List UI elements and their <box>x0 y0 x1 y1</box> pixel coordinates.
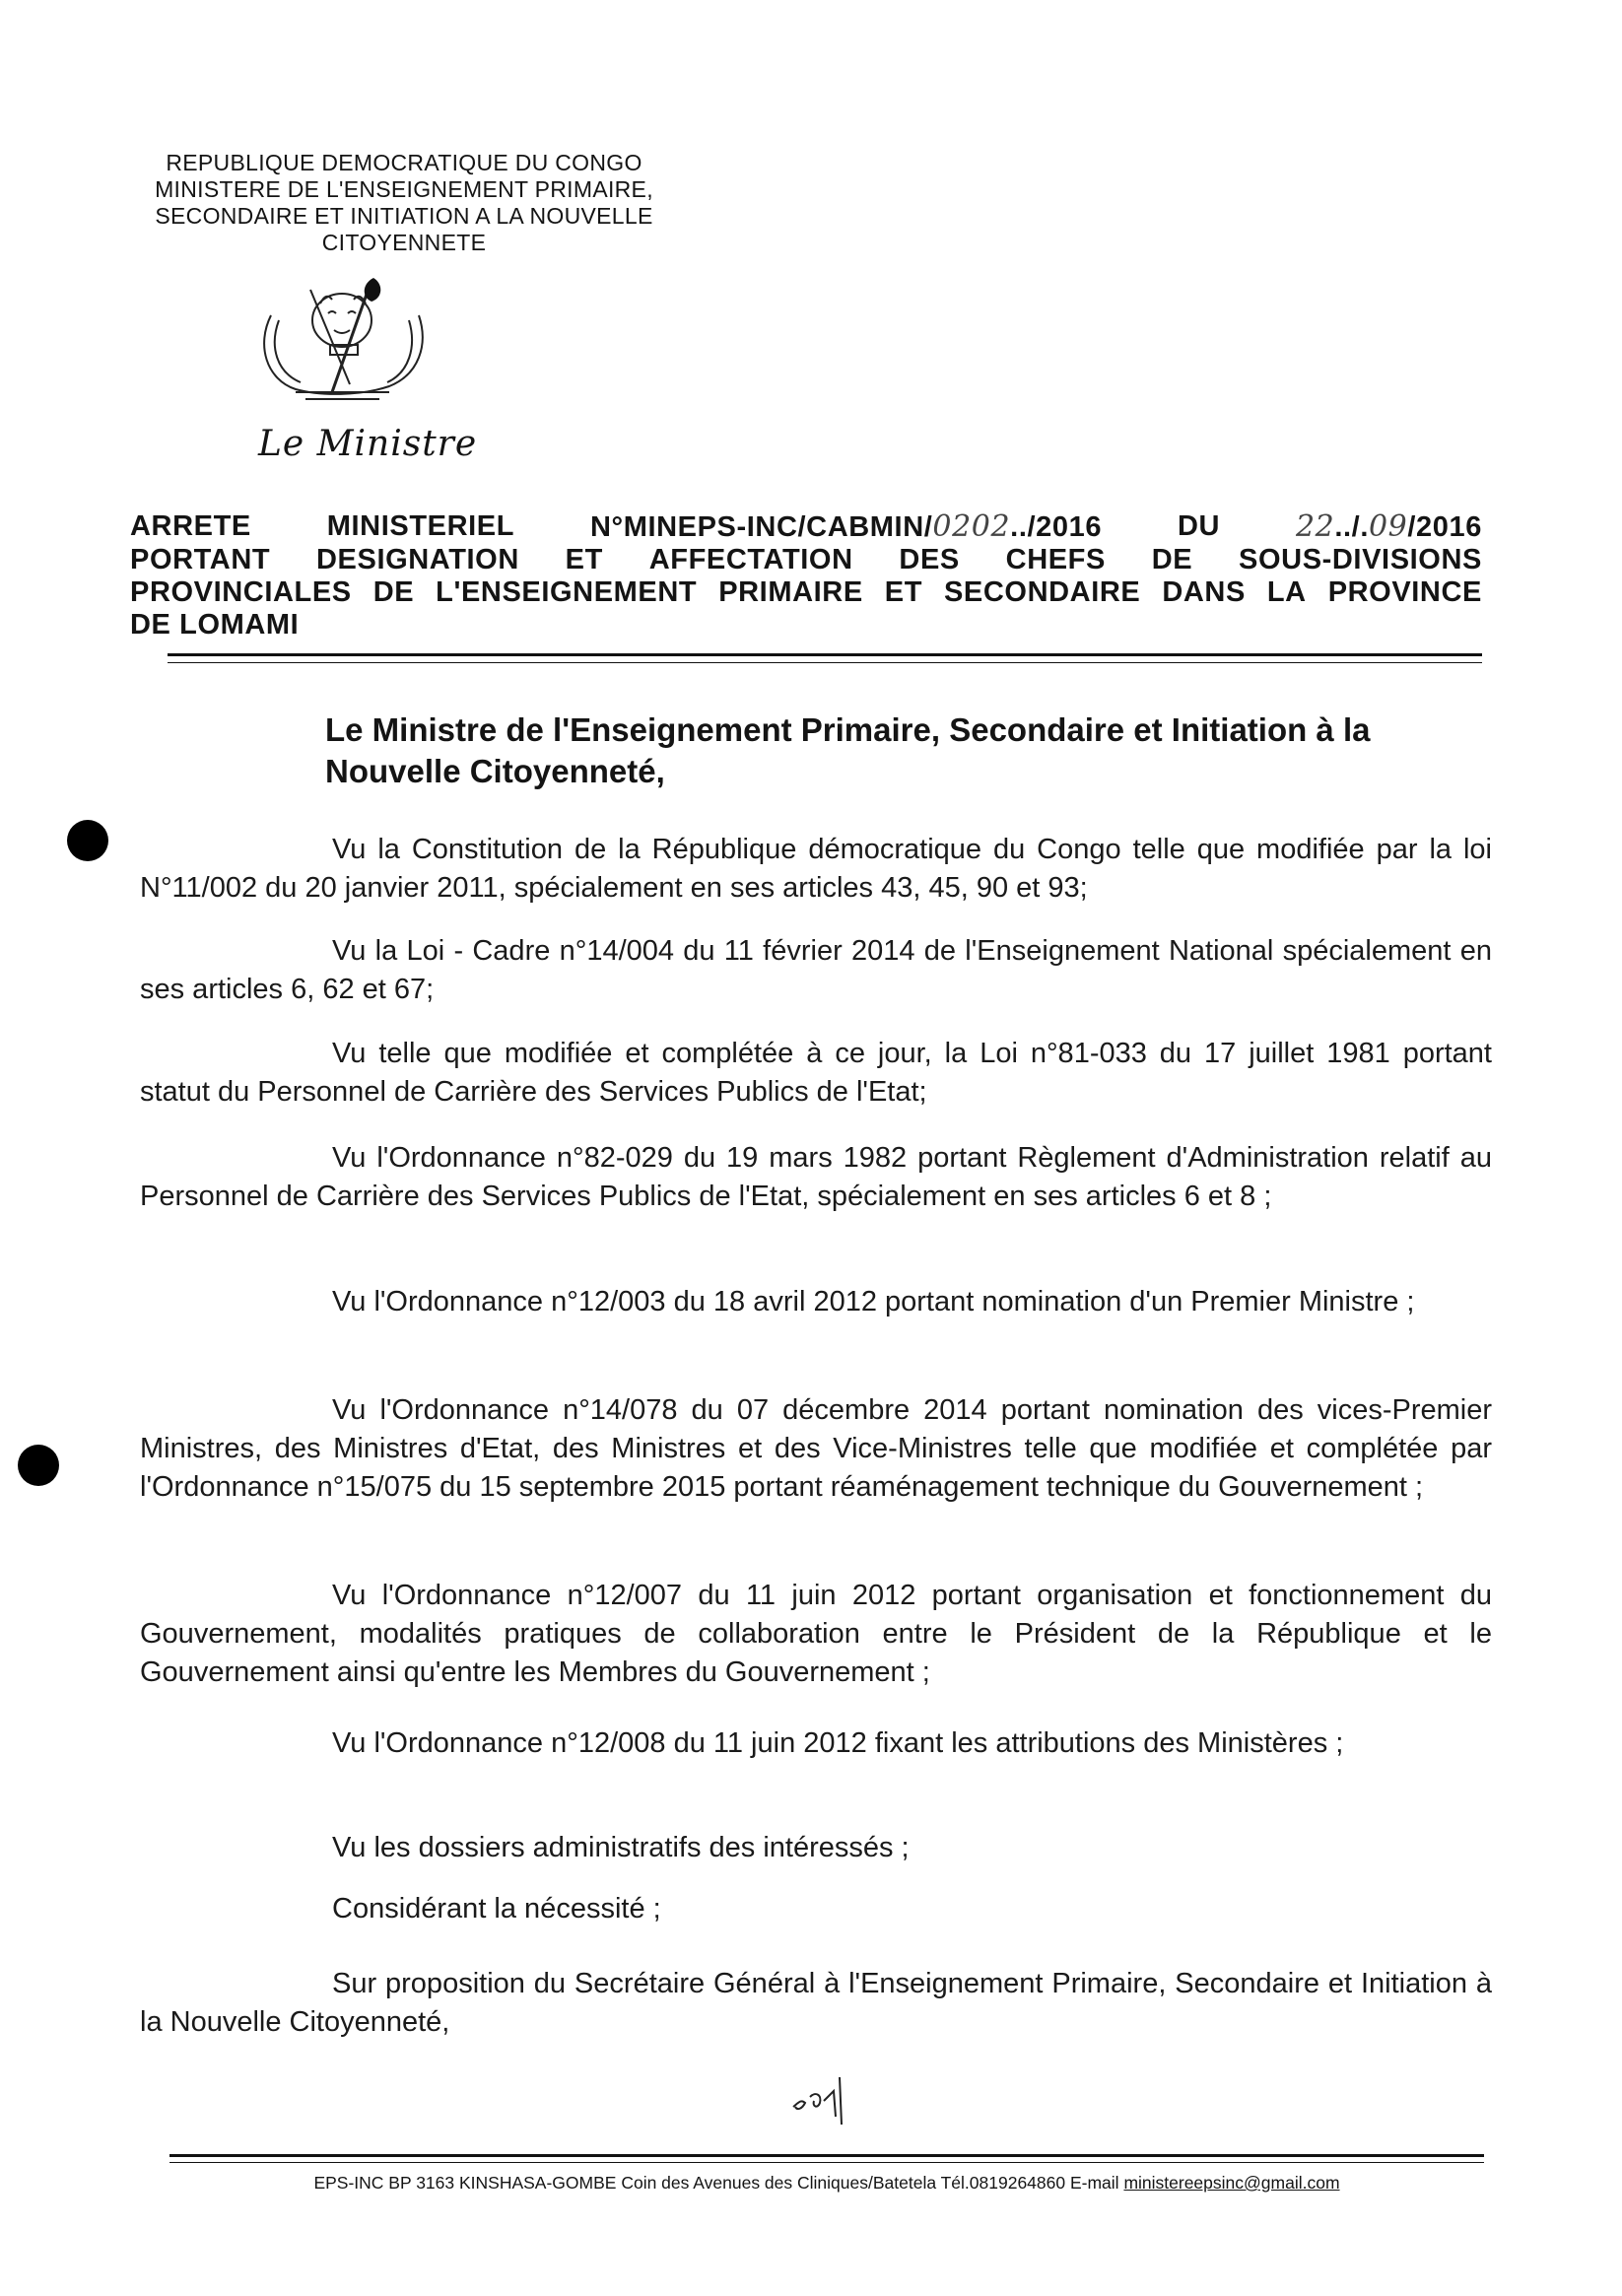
footer-email[interactable]: ministereepsinc@gmail.com <box>1123 2173 1340 2193</box>
paragraph: Vu l'Ordonnance n°12/008 du 11 juin 2012 fixant les attributions des Ministères ; <box>332 1727 1344 1759</box>
punch-hole <box>18 1445 59 1486</box>
title-word: L'ENSEIGNEMENT <box>436 576 698 608</box>
title-word: ET <box>565 544 603 575</box>
paragraph: Considérant la nécessité ; <box>332 1893 661 1925</box>
title-word: DANS <box>1162 576 1246 608</box>
title-word: ET <box>884 576 923 608</box>
intro-line: Le Ministre de l'Enseignement Primaire, Secondaire et Initiation à la <box>325 711 1371 748</box>
title-word: ARRETE <box>130 510 251 542</box>
initials-mark-icon <box>788 2067 857 2127</box>
title-word: SECONDAIRE <box>943 576 1141 608</box>
decree-number: N°MINEPS-INC/CABMIN/0202../2016 <box>589 509 1103 544</box>
header-block <box>118 150 690 256</box>
title-word: DE <box>1151 544 1193 575</box>
title-line-3 <box>130 576 1482 609</box>
title-word: PROVINCIALES <box>130 576 352 608</box>
handwritten-day: 22 <box>1295 509 1335 544</box>
paragraph: Vu l'Ordonnance n°12/007 du 11 juin 2012 portant organisation et fonctionnement du Gouvernement, modalités pratiques de collaboration entre le Président de la République et le Gouvernement ainsi qu'entre les Membres du Gouvernement ; <box>140 1580 1492 1688</box>
paragraph: Vu l'Ordonnance n°14/078 du 07 décembre 2014 portant nomination des vices-Premier Ministres, des Ministres d'Etat, des Ministres et des Vice-Ministres telle que modifiée et complétée par l'Ordonnance n°15/075 du 15 septembre 2015 portant réaménagement technique du Gouvernement ; <box>140 1394 1492 1503</box>
title-line-2 <box>130 544 1482 576</box>
paragraph: Vu la Constitution de la République démocratique du Congo telle que modifiée par la loi N°11/002 du 20 janvier 2011, spécialement en ses articles 43, 45, 90 et 93; <box>140 834 1492 904</box>
title-word: DESIGNATION <box>316 544 519 575</box>
title-divider <box>168 653 1482 663</box>
title-word: SOUS-DIVISIONS <box>1239 544 1482 575</box>
title-word: PORTANT <box>130 544 271 575</box>
title-line-4: DE LOMAMI <box>130 609 300 641</box>
paragraph: Sur proposition du Secrétaire Général à l'Enseignement Primaire, Secondaire et Initiation à la Nouvelle Citoyenneté, <box>140 1968 1492 2038</box>
header-republic: REPUBLIQUE DEMOCRATIQUE DU CONGO <box>166 150 642 175</box>
title-word: MINISTERIEL <box>326 510 515 542</box>
paragraph: Vu l'Ordonnance n°12/003 du 18 avril 2012 portant nomination d'un Premier Ministre ; <box>332 1286 1415 1317</box>
decree-date: 22../.09/2016 <box>1295 509 1482 544</box>
footer-divider <box>169 2154 1484 2163</box>
title-word: DU <box>1177 510 1221 542</box>
decree-title <box>130 510 1482 642</box>
paragraph: Vu telle que modifiée et complétée à ce jour, la Loi n°81-033 du 17 juillet 1981 portant statut du Personnel de Carrière des Services Publics de l'Etat; <box>140 1038 1492 1108</box>
title-word: PROVINCE <box>1327 576 1482 608</box>
header-ministry: MINISTERE DE L'ENSEIGNEMENT PRIMAIRE, <box>155 176 653 202</box>
title-word: CHEFS <box>1005 544 1106 575</box>
handwritten-month: 09 <box>1369 509 1408 544</box>
intro-line: Nouvelle Citoyenneté, <box>325 753 665 789</box>
header-ministry-cont: SECONDAIRE ET INITIATION A LA NOUVELLE <box>155 203 653 229</box>
title-line-1 <box>130 510 1482 544</box>
title-word: DES <box>899 544 960 575</box>
title-word: DE <box>372 576 415 608</box>
punch-hole <box>67 820 108 861</box>
footer-address: EPS-INC BP 3163 KINSHASA-GOMBE Coin des Avenues des Cliniques/Batetela Tél.0819264860 E-mail <box>313 2173 1124 2193</box>
paragraph: Vu la Loi - Cadre n°14/004 du 11 février 2014 de l'Enseignement National spécialement en ses articles 6, 62 et 67; <box>140 935 1492 1005</box>
header-ministry-end: CITOYENNETE <box>321 230 487 255</box>
coat-of-arms-icon <box>251 276 443 409</box>
title-word: PRIMAIRE <box>718 576 863 608</box>
intro <box>325 709 1484 792</box>
signature-title: Le Ministre <box>258 424 478 464</box>
handwritten-number: 0202 <box>932 509 1011 544</box>
title-word: LA <box>1266 576 1307 608</box>
paragraph: Vu l'Ordonnance n°82-029 du 19 mars 1982 portant Règlement d'Administration relatif au Personnel de Carrière des Services Publics de l'Etat, spécialement en ses articles 6 et 8 ; <box>140 1142 1492 1212</box>
paragraph: Vu les dossiers administratifs des intéressés ; <box>332 1832 910 1863</box>
footer <box>169 2173 1484 2194</box>
title-word: AFFECTATION <box>648 544 853 575</box>
